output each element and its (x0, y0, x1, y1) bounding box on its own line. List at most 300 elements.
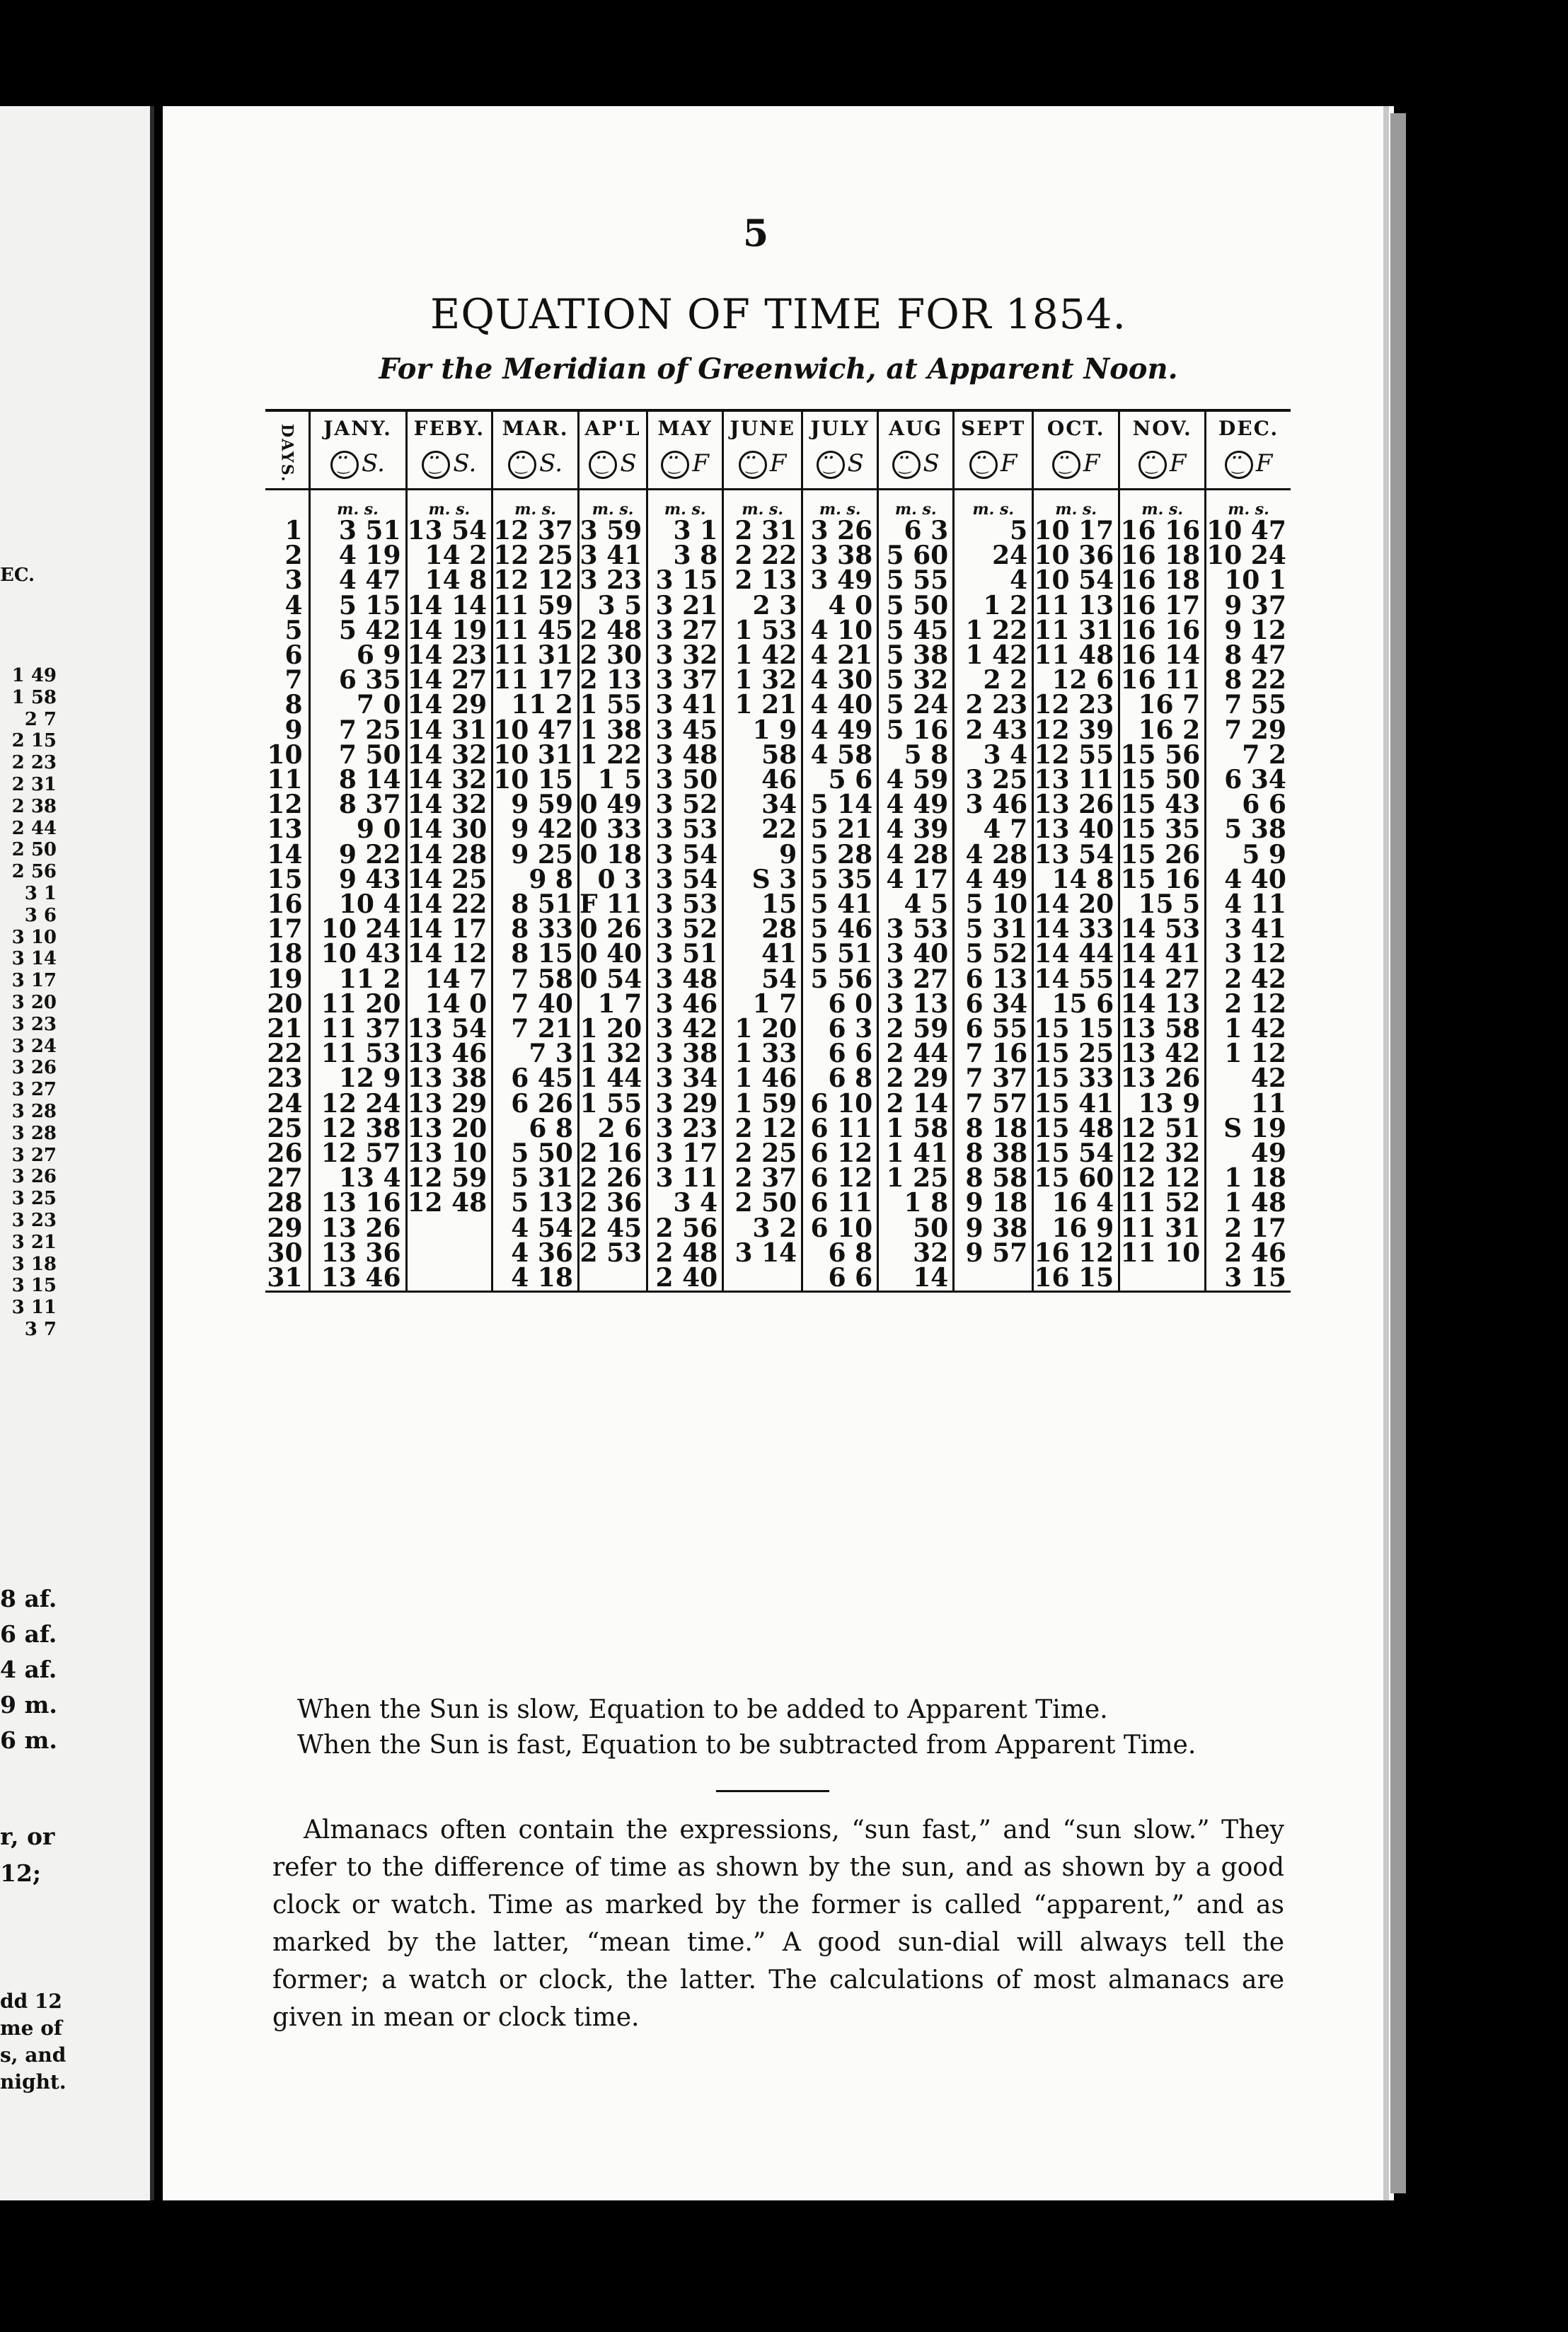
equation-value: 13 11 (1033, 768, 1119, 792)
equation-value: 16 7 (1119, 693, 1206, 717)
equation-value: 2 13 (578, 668, 647, 693)
sun-sign-label: F (1255, 449, 1273, 478)
equation-value: 15 26 (1119, 843, 1206, 867)
equation-value: 14 13 (1119, 992, 1206, 1017)
day-number: 27 (267, 1163, 303, 1194)
equation-value: 1 20 (723, 1017, 802, 1041)
equation-value: 2 36 (578, 1191, 647, 1216)
sun-sign-header (878, 440, 954, 490)
equation-value: 1 25 (878, 1166, 954, 1191)
table-row (265, 1266, 1291, 1292)
table-body (265, 516, 1291, 1293)
equation-value: 2 40 (647, 1266, 723, 1292)
equation-value: 1 20 (578, 1017, 647, 1041)
equation-value: 15 50 (1119, 768, 1206, 792)
equation-value: 1 21 (723, 693, 802, 717)
equation-value: 8 51 (492, 892, 579, 917)
equation-value: 3 46 (647, 992, 723, 1017)
equation-value: 9 59 (492, 792, 579, 817)
equation-value: 58 (723, 743, 802, 768)
equation-value: 14 8 (406, 568, 492, 593)
equation-value: 4 28 (878, 843, 954, 867)
equation-value: 2 22 (723, 543, 802, 568)
month-header: OCT. (1033, 410, 1119, 440)
equation-value: 2 42 (1206, 967, 1291, 992)
equation-value: 7 25 (309, 718, 406, 743)
left-number: 3 11 (11, 1297, 57, 1319)
equation-value: 6 6 (802, 1041, 878, 1066)
day-number: 17 (267, 914, 303, 945)
equation-value: 12 9 (309, 1066, 406, 1091)
month-header: FEBY. (406, 410, 492, 440)
equation-value: 6 10 (802, 1092, 878, 1116)
equation-value: 3 52 (647, 792, 723, 817)
equation-value: 3 13 (878, 992, 954, 1017)
left-text-line: 6 m. (0, 1726, 57, 1754)
equation-value: 10 31 (492, 743, 579, 768)
day-number: 8 (284, 690, 303, 720)
equation-value: 5 10 (954, 892, 1033, 917)
left-number: 3 17 (11, 970, 57, 992)
equation-value: 2 13 (723, 568, 802, 593)
equation-value: 2 25 (723, 1141, 802, 1166)
equation-value: 12 38 (309, 1116, 406, 1141)
day-number: 24 (267, 1088, 303, 1119)
equation-value: 3 41 (647, 693, 723, 717)
units-label: m. s. (309, 490, 406, 519)
month-header: JUNE (723, 410, 802, 440)
left-text-line: 9 m. (0, 1691, 57, 1719)
left-text-line: 8 af. (0, 1585, 57, 1612)
sun-sign-label: S. (453, 449, 477, 478)
note-slow: When the Sun is slow, Equation to be added to Apparent Time. (297, 1695, 1108, 1724)
table-row (265, 594, 1291, 618)
day-number: 26 (267, 1138, 303, 1169)
equation-value: 5 50 (492, 1141, 579, 1166)
equation-value: 14 20 (1033, 892, 1119, 917)
equation-value: 14 29 (406, 693, 492, 717)
table-row (265, 792, 1291, 817)
sun-face-icon (969, 451, 998, 479)
day-number: 11 (267, 765, 303, 795)
equation-value: 8 38 (954, 1141, 1033, 1166)
equation-value: 14 19 (406, 618, 492, 643)
equation-value: 6 10 (802, 1216, 878, 1241)
sun-face-icon (1225, 451, 1253, 479)
equation-value: 3 41 (1206, 917, 1291, 942)
day-number: 19 (267, 964, 303, 994)
equation-value: 9 18 (954, 1191, 1033, 1216)
equation-value: 3 45 (647, 718, 723, 743)
day-number: 12 (267, 790, 303, 820)
equation-value: 16 14 (1119, 643, 1206, 668)
equation-value: 4 11 (1206, 892, 1291, 917)
left-number: 2 56 (11, 861, 57, 883)
equation-value: 16 9 (1033, 1216, 1119, 1241)
equation-value: 2 23 (954, 693, 1033, 717)
equation-value: 11 31 (492, 643, 579, 668)
equation-value: 2 48 (647, 1241, 723, 1266)
equation-value: 2 50 (723, 1191, 802, 1216)
left-number: 3 26 (11, 1166, 57, 1188)
equation-value: 2 30 (578, 643, 647, 668)
equation-value: 15 43 (1119, 792, 1206, 817)
equation-value: 9 37 (1206, 594, 1291, 618)
equation-value: 8 33 (492, 917, 579, 942)
equation-value: 7 58 (492, 967, 579, 992)
equation-value: 5 51 (802, 942, 878, 966)
equation-value: 15 5 (1119, 892, 1206, 917)
equation-value: 14 17 (406, 917, 492, 942)
sun-face-icon (661, 451, 689, 479)
equation-value: 11 17 (492, 668, 579, 693)
equation-value: 8 47 (1206, 643, 1291, 668)
equation-value: 1 7 (723, 992, 802, 1017)
equation-value: 3 53 (647, 892, 723, 917)
equation-value: 11 2 (309, 967, 406, 992)
month-header-row (265, 410, 1291, 440)
day-number: 28 (267, 1188, 303, 1218)
equation-value: 16 2 (1119, 718, 1206, 743)
equation-value: 9 22 (309, 843, 406, 867)
equation-value: 2 26 (578, 1166, 647, 1191)
equation-value: 16 15 (1033, 1266, 1119, 1292)
equation-value: 9 0 (309, 817, 406, 842)
page-fold (150, 106, 154, 2200)
equation-value: 14 32 (406, 743, 492, 768)
equation-value: 6 13 (954, 967, 1033, 992)
equation-value: 14 32 (406, 768, 492, 792)
units-label: m. s. (1033, 490, 1119, 519)
equation-value: 5 32 (878, 668, 954, 693)
left-number: 3 10 (11, 926, 57, 948)
equation-value: 6 45 (492, 1066, 579, 1091)
left-number: 3 20 (11, 991, 57, 1013)
equation-value: 2 16 (578, 1141, 647, 1166)
equation-value: 1 12 (1206, 1041, 1291, 1066)
equation-value: 9 (723, 843, 802, 867)
equation-value: 3 54 (647, 867, 723, 892)
equation-value: 16 12 (1033, 1241, 1119, 1266)
equation-value: 5 31 (954, 917, 1033, 942)
equation-value: 3 4 (647, 1191, 723, 1216)
equation-value: 9 57 (954, 1241, 1033, 1266)
equation-value: F 11 (578, 892, 647, 917)
sun-face-icon (1052, 451, 1080, 479)
equation-value: 2 44 (878, 1041, 954, 1066)
page-edge (1383, 106, 1389, 2200)
equation-value: 15 15 (1033, 1017, 1119, 1041)
equation-value: 16 17 (1119, 594, 1206, 618)
equation-value: 3 40 (878, 942, 954, 966)
sun-face-icon (589, 451, 617, 479)
table-row (265, 718, 1291, 743)
equation-value: 0 49 (578, 792, 647, 817)
equation-value: 4 19 (309, 543, 406, 568)
equation-value: 3 51 (647, 942, 723, 966)
equation-value: 14 12 (406, 942, 492, 966)
page-number: 5 (743, 212, 769, 255)
equation-value: 34 (723, 792, 802, 817)
equation-value: 5 31 (492, 1166, 579, 1191)
sun-sign-label: F (769, 449, 787, 478)
equation-value: 16 18 (1119, 543, 1206, 568)
table-row (265, 1066, 1291, 1091)
table-row (265, 867, 1291, 892)
sun-face-icon (1138, 451, 1167, 479)
equation-value: 32 (878, 1241, 954, 1266)
equation-value: 5 24 (878, 693, 954, 717)
equation-value: 1 33 (723, 1041, 802, 1066)
equation-value: 4 5 (878, 892, 954, 917)
equation-value: 8 37 (309, 792, 406, 817)
equation-value: 4 21 (802, 643, 878, 668)
equation-value: 12 48 (406, 1191, 492, 1216)
sun-sign-label: S. (539, 449, 563, 478)
units-label: m. s. (1119, 490, 1206, 519)
units-label: m. s. (578, 490, 647, 519)
table-row (265, 817, 1291, 842)
equation-value: 4 40 (1206, 867, 1291, 892)
equation-value: 9 42 (492, 817, 579, 842)
equation-value: 1 32 (578, 1041, 647, 1066)
notes (297, 1692, 1288, 1763)
equation-value (406, 1241, 492, 1266)
equation-value: 13 26 (1033, 792, 1119, 817)
equation-value: 13 9 (1119, 1092, 1206, 1116)
equation-value: 3 37 (647, 668, 723, 693)
equation-value: 1 5 (578, 768, 647, 792)
equation-value: 28 (723, 917, 802, 942)
table-row (265, 768, 1291, 792)
left-number-column (0, 665, 57, 1341)
table-row (265, 1166, 1291, 1191)
equation-value: 1 58 (878, 1116, 954, 1141)
day-number: 23 (267, 1063, 303, 1094)
left-tail-lines (0, 1581, 57, 1758)
equation-value: 11 52 (1119, 1191, 1206, 1216)
left-number: 1 49 (11, 665, 57, 686)
equation-value: 49 (1206, 1141, 1291, 1166)
equation-value: 7 2 (1206, 743, 1291, 768)
equation-value: 4 47 (309, 568, 406, 593)
equation-value: 13 54 (406, 1017, 492, 1041)
sun-sign-header (1119, 440, 1206, 490)
equation-value: 6 9 (309, 643, 406, 668)
left-text-line: 6 af. (0, 1620, 57, 1648)
equation-value: 1 42 (723, 643, 802, 668)
day-number: 20 (267, 988, 303, 1019)
table-row (265, 1191, 1291, 1216)
equation-value: 9 25 (492, 843, 579, 867)
page-title: EQUATION OF TIME FOR 1854. (430, 290, 1126, 338)
left-text-line: r, or (0, 1823, 55, 1850)
equation-value: 3 50 (647, 768, 723, 792)
sun-sign-label: F (692, 449, 709, 478)
equation-value: 2 59 (878, 1017, 954, 1041)
equation-value: 3 5 (578, 594, 647, 618)
equation-value: 10 15 (492, 768, 579, 792)
sun-face-icon (422, 451, 450, 479)
equation-value: 12 37 (492, 519, 579, 543)
left-number: 3 15 (11, 1275, 57, 1297)
equation-value: 1 44 (578, 1066, 647, 1091)
equation-value: 4 28 (954, 843, 1033, 867)
equation-value: 12 6 (1033, 668, 1119, 693)
equation-value: S 19 (1206, 1116, 1291, 1141)
equation-value: 2 6 (578, 1116, 647, 1141)
equation-value: 3 46 (954, 792, 1033, 817)
left-number: 3 6 (24, 904, 57, 926)
equation-value: 14 44 (1033, 942, 1119, 966)
equation-value: 1 42 (1206, 1017, 1291, 1041)
day-number: 30 (267, 1237, 303, 1268)
page-subtitle: For the Meridian of Greenwich, at Apparent Noon. (379, 352, 1178, 386)
equation-value: 2 12 (1206, 992, 1291, 1017)
month-header: DEC. (1206, 410, 1291, 440)
units-label: m. s. (406, 490, 492, 519)
left-number: 3 21 (11, 1231, 57, 1253)
equation-value: 6 8 (492, 1116, 579, 1141)
equation-value: 3 41 (578, 543, 647, 568)
day-number: 16 (267, 889, 303, 920)
equation-value: 5 15 (309, 594, 406, 618)
table-row (265, 519, 1291, 543)
equation-value: 11 2 (492, 693, 579, 717)
left-text-line: me of (0, 2016, 62, 2040)
equation-value (406, 1216, 492, 1241)
equation-value: 24 (954, 543, 1033, 568)
table-row (265, 942, 1291, 966)
equation-value: 4 7 (954, 817, 1033, 842)
sun-sign-header (578, 440, 647, 490)
equation-value: 0 33 (578, 817, 647, 842)
equation-value: 4 59 (878, 768, 954, 792)
table-row (265, 693, 1291, 717)
equation-value: 11 59 (492, 594, 579, 618)
equation-value: 1 38 (578, 718, 647, 743)
table-row (265, 743, 1291, 768)
equation-value: 5 56 (802, 967, 878, 992)
equation-value: 7 29 (1206, 718, 1291, 743)
equation-value: 15 48 (1033, 1116, 1119, 1141)
table-row (265, 1092, 1291, 1116)
equation-value: 3 42 (647, 1017, 723, 1041)
sun-sign-header (1206, 440, 1291, 490)
day-number: 2 (284, 541, 303, 571)
sun-sign-label: S. (362, 449, 385, 478)
equation-value: 16 16 (1119, 519, 1206, 543)
equation-value: 13 54 (1033, 843, 1119, 867)
left-number: 3 18 (11, 1253, 57, 1275)
equation-value: 13 46 (309, 1266, 406, 1292)
equation-value: 13 38 (406, 1066, 492, 1091)
left-number: 3 28 (11, 1122, 57, 1144)
equation-value: 3 8 (647, 543, 723, 568)
equation-value: 13 54 (406, 519, 492, 543)
equation-value: 12 57 (309, 1141, 406, 1166)
equation-value: 2 29 (878, 1066, 954, 1091)
sun-sign-label: S (620, 449, 637, 478)
equation-value: 3 48 (647, 967, 723, 992)
equation-value: 11 13 (1033, 594, 1119, 618)
equation-value: 6 55 (954, 1017, 1033, 1041)
day-number: 22 (267, 1039, 303, 1069)
equation-value: 3 52 (647, 917, 723, 942)
days-label: DAYS. (277, 424, 296, 483)
equation-value: 2 31 (723, 519, 802, 543)
left-number: 3 26 (11, 1057, 57, 1079)
table-row (265, 1017, 1291, 1041)
explanatory-paragraph (272, 1811, 1284, 2036)
month-header: MAR. (492, 410, 579, 440)
equation-value: 3 54 (647, 843, 723, 867)
equation-value: 10 4 (309, 892, 406, 917)
equation-value: 0 18 (578, 843, 647, 867)
equation-value: 1 22 (954, 618, 1033, 643)
units-label: m. s. (647, 490, 723, 519)
equation-value: 1 59 (723, 1092, 802, 1116)
equation-value: 13 46 (406, 1041, 492, 1066)
equation-value: 4 (954, 568, 1033, 593)
equation-value: 3 23 (647, 1116, 723, 1141)
equation-value: 2 53 (578, 1241, 647, 1266)
table-row (265, 843, 1291, 867)
equation-value: 13 36 (309, 1241, 406, 1266)
equation-value: 1 41 (878, 1141, 954, 1166)
equation-value: 4 17 (878, 867, 954, 892)
equation-value: 14 33 (1033, 917, 1119, 942)
sun-face-icon (817, 451, 845, 479)
equation-value: 6 0 (802, 992, 878, 1017)
equation-value: 14 30 (406, 817, 492, 842)
equation-value: 3 4 (954, 743, 1033, 768)
equation-value: 12 51 (1119, 1116, 1206, 1141)
equation-value: 3 34 (647, 1066, 723, 1091)
equation-value: 3 27 (647, 618, 723, 643)
equation-value: 1 9 (723, 718, 802, 743)
equation-value: 12 12 (492, 568, 579, 593)
equation-value: 12 23 (1033, 693, 1119, 717)
equation-value: 14 23 (406, 643, 492, 668)
table-row (265, 643, 1291, 668)
equation-value: 12 39 (1033, 718, 1119, 743)
equation-value: 2 48 (578, 618, 647, 643)
equation-value: 5 9 (1206, 843, 1291, 867)
equation-value: 4 58 (802, 743, 878, 768)
equation-value: 2 12 (723, 1116, 802, 1141)
sun-sign-header (492, 440, 579, 490)
section-divider (716, 1790, 829, 1792)
equation-value: 11 31 (1119, 1216, 1206, 1241)
table-row (265, 543, 1291, 568)
equation-value: 14 8 (1033, 867, 1119, 892)
equation-value: 11 48 (1033, 643, 1119, 668)
equation-value: 6 34 (954, 992, 1033, 1017)
equation-value: 10 17 (1033, 519, 1119, 543)
equation-value: 6 6 (802, 1266, 878, 1292)
equation-value: 15 25 (1033, 1041, 1119, 1066)
month-header: SEPT (954, 410, 1033, 440)
sun-sign-header (802, 440, 878, 490)
equation-value: 14 25 (406, 867, 492, 892)
sun-sign-label: F (1000, 449, 1018, 478)
equation-value: 11 20 (309, 992, 406, 1017)
left-number: 3 27 (11, 1079, 57, 1101)
note-fast: When the Sun is fast, Equation to be subtracted from Apparent Time. (297, 1731, 1197, 1760)
sun-sign-header (1033, 440, 1119, 490)
equation-value: 15 16 (1119, 867, 1206, 892)
